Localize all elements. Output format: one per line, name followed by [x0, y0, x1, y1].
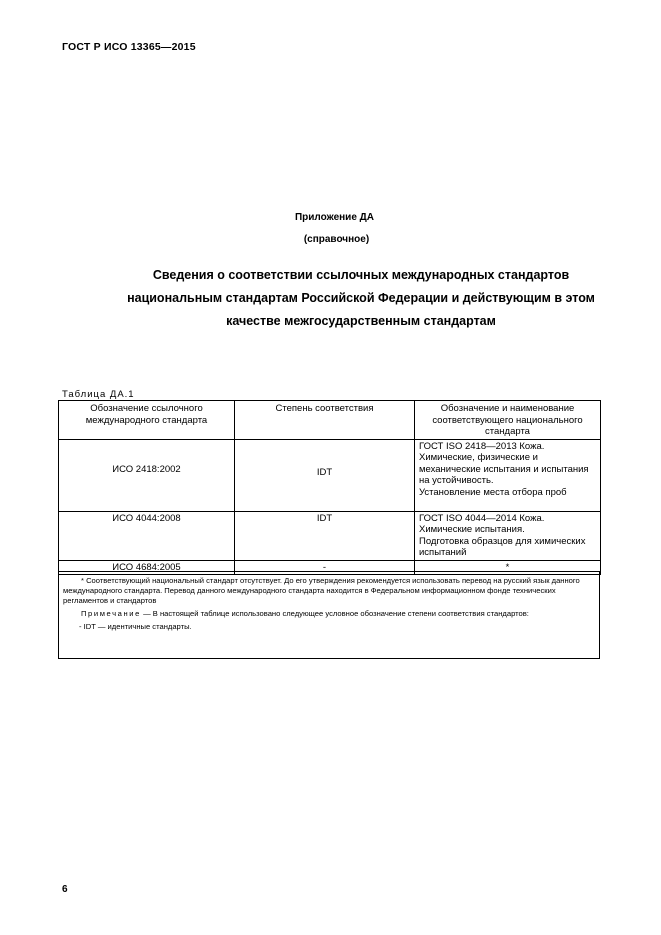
national-line: Подготовка образцов для химических испытаний [419, 535, 586, 558]
table-row [59, 439, 601, 511]
cell-reference: ИСО 2418:2002 [59, 439, 235, 511]
table-caption: Таблица ДА.1 [62, 389, 135, 400]
document-header: ГОСТ Р ИСО 13365—2015 [62, 41, 196, 53]
idt-definition: - IDT — идентичные стандарты. [79, 622, 192, 631]
national-line: Установление места отбора проб [419, 486, 567, 498]
national-line: ГОСТ ISO 4044—2014 Кожа. [419, 512, 545, 524]
correspondence-table [58, 400, 601, 575]
cell-national [415, 439, 601, 511]
cell-national: * [415, 560, 601, 575]
page-number: 6 [62, 884, 68, 895]
appendix-label: Приложение ДА [294, 212, 375, 223]
cell-degree: IDT [235, 439, 415, 511]
column-header-degree: Степень соответствия [235, 401, 415, 440]
cell-reference: ИСО 4044:2008 [59, 511, 235, 560]
appendix-status: (справочное) [303, 234, 370, 245]
cell-reference: ИСО 4684:2005 [59, 560, 235, 575]
cell-degree: IDT [235, 511, 415, 560]
column-header-reference: Обозначение ссылочного международного стандарта [59, 401, 235, 440]
national-line: Химические, физические и механические испытания и испытания на устойчивость. [419, 452, 589, 486]
cell-degree: - [235, 560, 415, 575]
table-header-row [59, 401, 601, 440]
table-row [59, 511, 601, 560]
table-notes [58, 571, 600, 659]
national-line: ГОСТ ISO 2418—2013 Кожа. [419, 440, 545, 452]
column-header-national: Обозначение и наименование соответствующего национального стандарта [415, 401, 601, 440]
cell-national [415, 511, 601, 560]
national-line: Химические испытания. [419, 524, 525, 535]
footnote: * Соответствующий национальный стандарт отсутствует. До его утверждения рекомендуется использовать перевод на русский язык данного международного стандарта. Перевод данного международного стандарта находится в Федеральном информационном фонде технических регламентов и стандартов [63, 576, 580, 605]
remark [63, 609, 594, 619]
appendix-title: Сведения о соответствии ссылочных международных стандартов национальным стандартам Российской Федерации и действующим в этом качестве межгосударственным стандартам [127, 268, 595, 328]
remark-text: — В настоящей таблице использовано следующее условное обозначение степени соответствия стандартов: [143, 609, 529, 618]
remark-label: Примечание [81, 609, 141, 618]
